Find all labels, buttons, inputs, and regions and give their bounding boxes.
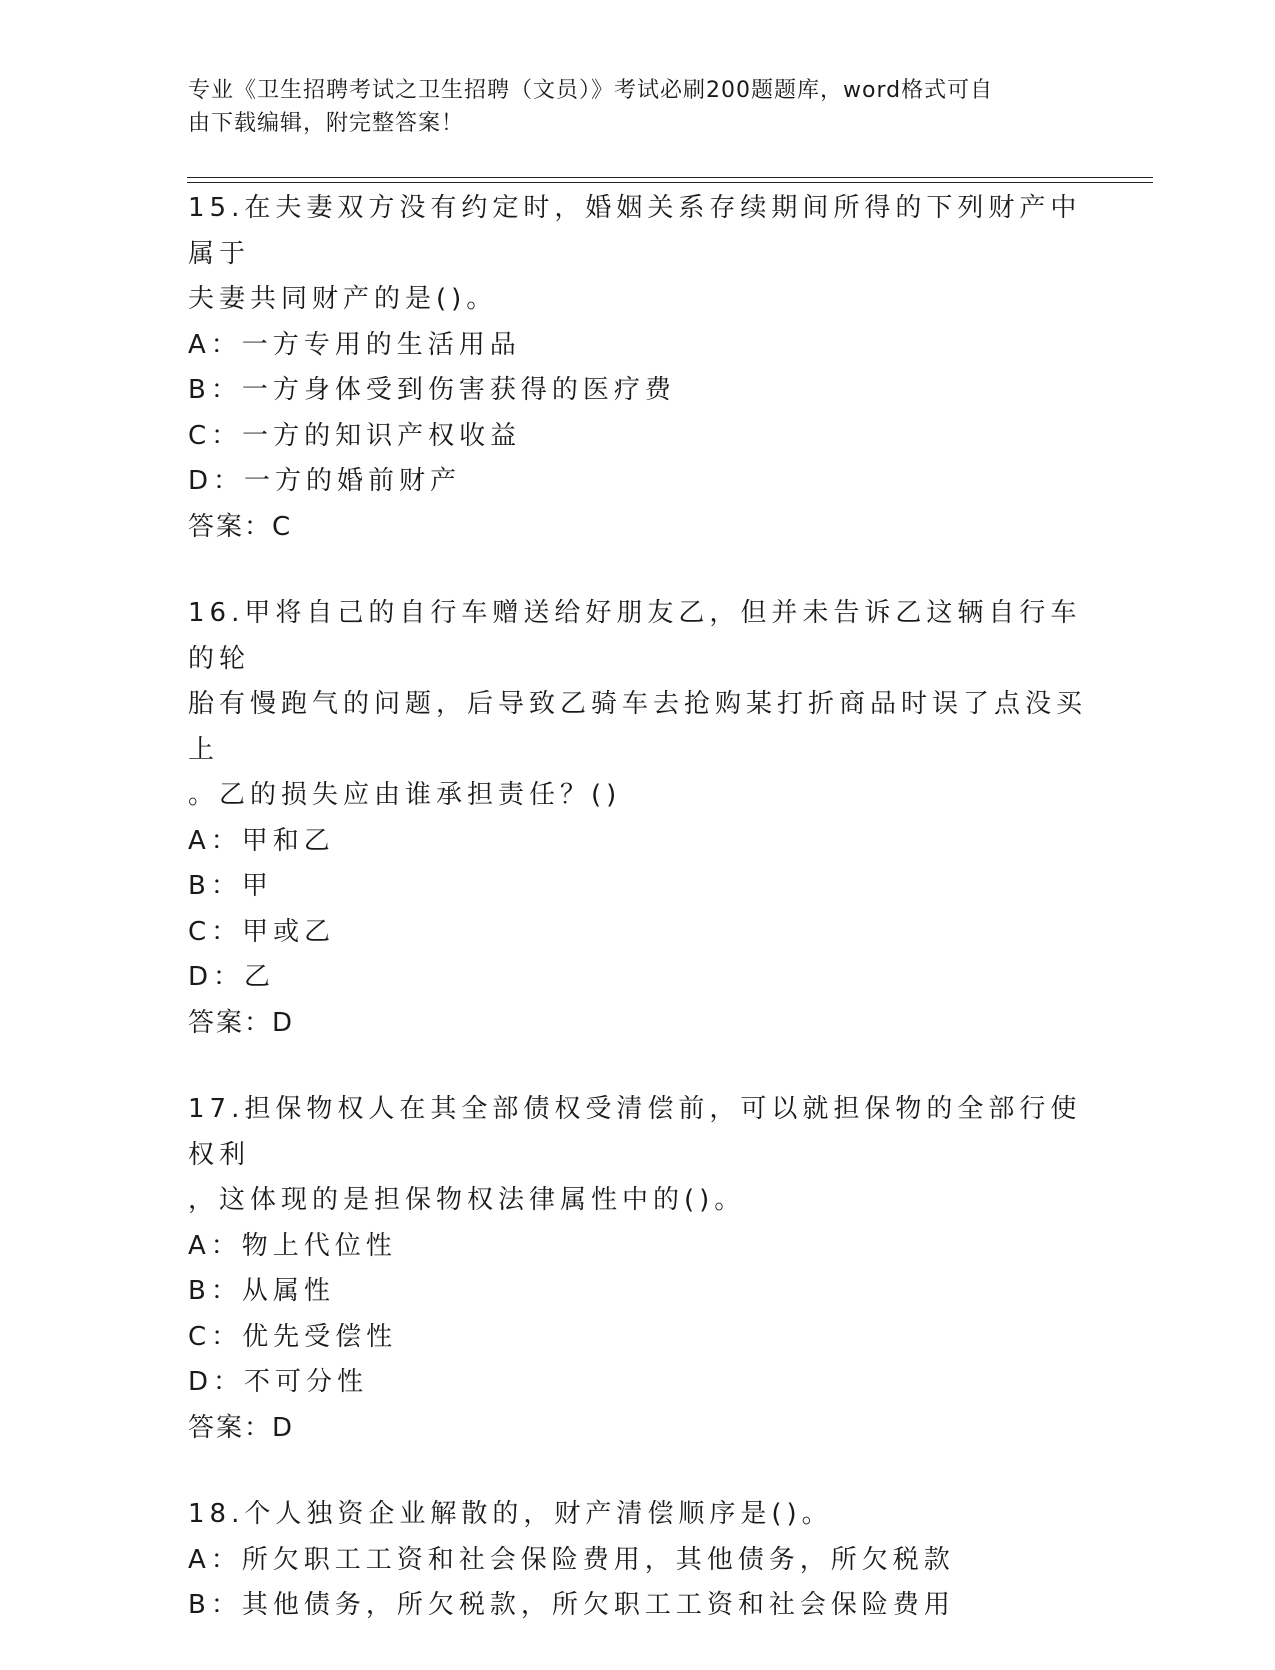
option-c: C：优先受偿性 [188, 1321, 398, 1352]
question-list [188, 186, 1088, 1670]
question-text-line: 17.担保物权人在其全部债权受清偿前，可以就担保物的全部行使权利 [188, 1094, 1082, 1170]
question-17 [188, 1087, 1088, 1451]
option-c: C：甲或乙 [188, 916, 336, 947]
question-text-line: 。乙的损失应由谁承担责任？() [188, 780, 622, 810]
option-b: B：从属性 [188, 1276, 335, 1306]
option-a: A：物上代位性 [188, 1230, 397, 1261]
option-b: B：一方身体受到伤害获得的医疗费 [188, 375, 676, 405]
option-c: C：一方的知识产权收益 [188, 420, 522, 451]
answer: 答案：C [188, 511, 293, 542]
answer: 答案：D [188, 1412, 295, 1443]
header-divider [187, 177, 1153, 183]
question-18 [188, 1492, 1088, 1629]
option-a: A：甲和乙 [188, 825, 335, 856]
option-d: D：一方的婚前财产 [188, 466, 462, 496]
question-text-line: ，这体现的是担保物权法律属性中的()。 [188, 1185, 746, 1215]
question-15 [188, 186, 1088, 550]
document-header [188, 74, 1088, 140]
option-d: D：不可分性 [188, 1367, 369, 1397]
header-line-1: 专业《卫生招聘考试之卫生招聘（文员）》考试必刷200题题库，word格式可自 [188, 78, 994, 103]
header-line-2: 由下载编辑，附完整答案！ [188, 111, 465, 136]
option-d: D：乙 [188, 962, 276, 992]
option-b: B：其他债务，所欠税款，所欠职工工资和社会保险费用 [188, 1590, 955, 1620]
option-b: B：甲 [188, 871, 273, 901]
question-text-line: 16.甲将自己的自行车赠送给好朋友乙，但并未告诉乙这辆自行车的轮 [188, 598, 1082, 674]
question-text-line: 18.个人独资企业解散的，财产清偿顺序是()。 [188, 1499, 833, 1529]
answer: 答案：D [188, 1007, 295, 1038]
question-text-line: 夫妻共同财产的是()。 [188, 284, 498, 314]
option-a: A：所欠职工工资和社会保险费用，其他债务，所欠税款 [188, 1544, 955, 1575]
question-text-line: 15.在夫妻双方没有约定时，婚姻关系存续期间所得的下列财产中属于 [188, 193, 1082, 269]
question-text-line: 胎有慢跑气的问题，后导致乙骑车去抢购某打折商品时误了点没买上 [188, 689, 1088, 765]
question-16 [188, 591, 1088, 1046]
option-a: A：一方专用的生活用品 [188, 329, 521, 360]
